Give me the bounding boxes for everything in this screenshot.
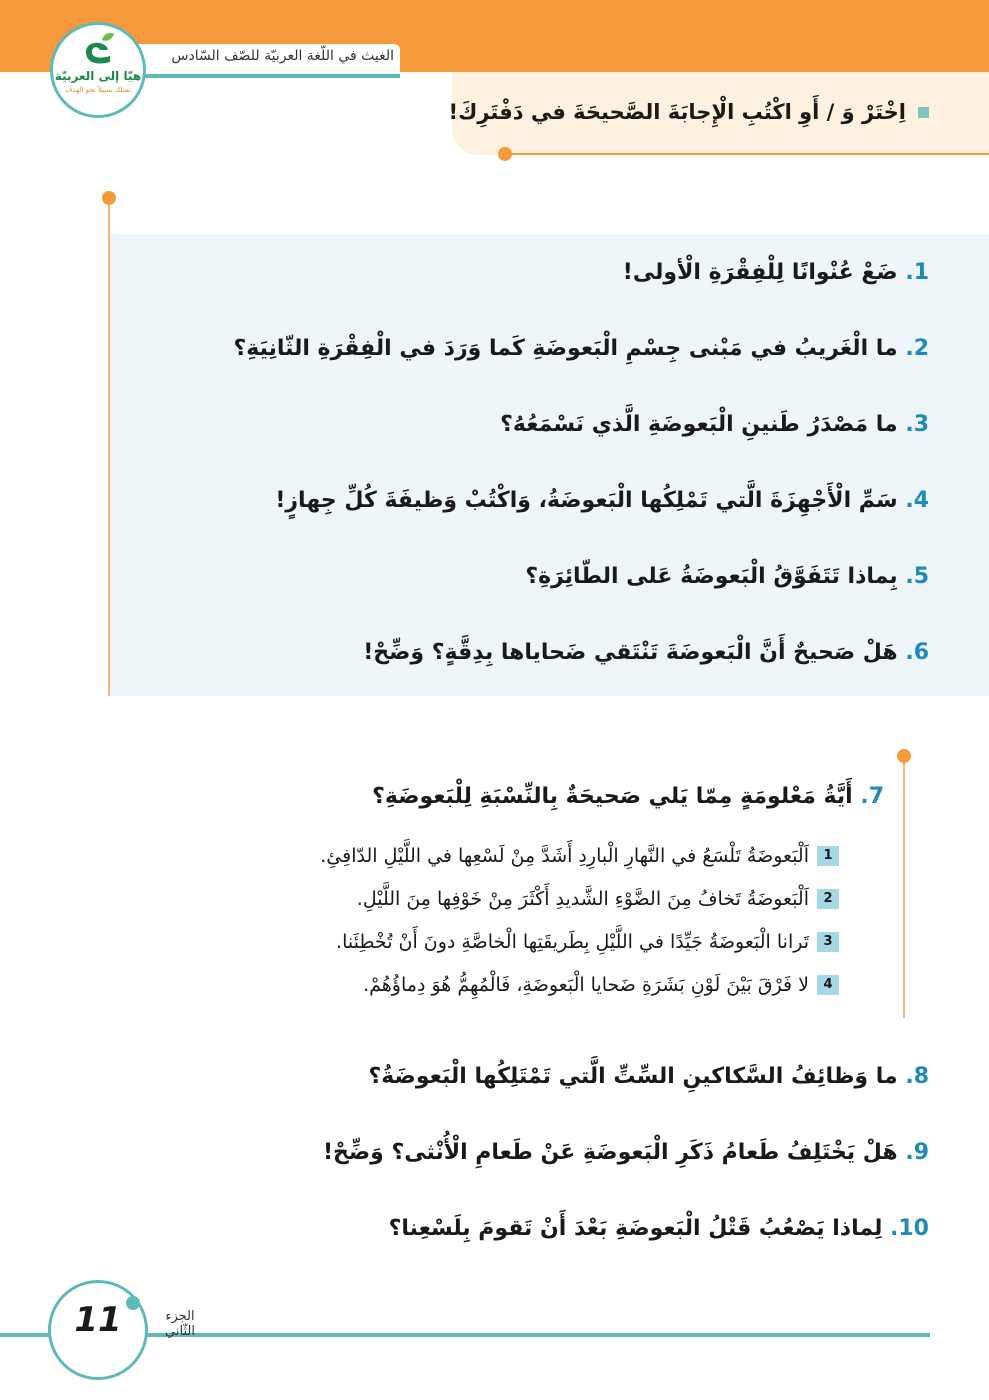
option-3[interactable] [336, 931, 839, 953]
question-2: 2. ما الْغَريبُ في مَبْنى جِسْمِ الْبَعوضَةِ كَما وَرَدَ في الْفِقْرَةِ الثّانِيَةِ؟ [233, 336, 929, 361]
panel-divider-line [108, 202, 110, 696]
page-dot [126, 1296, 140, 1310]
option-number: 4 [817, 975, 839, 995]
question-7: 7. أَيَّةُ مَعْلومَةٍ مِمّا يَلي صَحيحَةٌ بِالنِّسْبَةِ لِلْبَعوضَةِ؟ [372, 784, 884, 809]
option-text: تَرانا الْبَعوضَةُ جَيِّدًا في اللَّيْلِ بِطَريقَتِها الْخاصَّةِ دونَ أَنْ تُخْطِئَنا. [336, 931, 809, 953]
instruction-dot [498, 147, 512, 161]
question-9: 9. هَلْ يَخْتَلِفُ طَعامُ ذَكَرِ الْبَعوضَةِ عَنْ طَعامِ الْأُنْثى؟ وَضِّحْ! [322, 1140, 929, 1165]
option-text: اَلْبَعوضَةُ تَلْسَعُ في النَّهارِ الْبارِدِ أَشَدَّ مِنْ لَسْعِها في اللَّيْلِ الدّافِئِ. [320, 845, 809, 867]
option-number: 2 [817, 889, 839, 909]
panel-dot [102, 191, 116, 205]
instruction-text: اِخْتَرْ وَ / أَوِ اكْتُبِ الْإِجابَةَ الصَّحيحَةَ في دَفْتَرِكَ! [448, 100, 906, 124]
instruction [449, 100, 929, 124]
book-title: الغيث في اللّغة العربيّة للصّف السّادس [171, 48, 394, 64]
q7-dot [897, 749, 911, 763]
part-label: الجزء الثّاني [165, 1309, 195, 1339]
option-text: اَلْبَعوضَةُ تَخافُ مِنَ الضَّوْءِ الشَّديدِ أَكْثَرَ مِنْ خَوْفِها مِنَ اللَّيْلِ. [356, 888, 809, 910]
question-1: 1. ضَعْ عُنْوانًا لِلْفِقْرَةِ الْأولى! [622, 260, 929, 285]
question-4: 4. سَمِّ الْأَجْهِزَةَ الَّتي تَمْلِكُها الْبَعوضَةُ، وَاكْتُبْ وَظيفَةَ كُلِّ جِهازٍ! [275, 488, 929, 513]
option-1[interactable] [320, 845, 839, 867]
logo-leaf-icon [80, 30, 116, 70]
option-text: لا فَرْقَ بَيْنَ لَوْنِ بَشَرَةِ ضَحايا الْبَعوضَةِ، فَالْمُهِمُّ هُوَ دِماؤُهُمْ. [363, 974, 809, 996]
option-number: 1 [817, 846, 839, 866]
question-3: 3. ما مَصْدَرُ طَنينِ الْبَعوضَةِ الَّذي نَسْمَعُهُ؟ [500, 412, 929, 437]
instruction-underline [505, 153, 989, 155]
question-10: 10. لِماذا يَصْعُبُ قَتْلُ الْبَعوضَةِ بَعْدَ أَنْ تَقومَ بِلَسْعِنا؟ [388, 1216, 929, 1241]
page-number: 11 [74, 1300, 122, 1340]
logo-tagline: نسلك سبيلاً نحو الهدف [65, 86, 131, 94]
logo-name: هيّا إلى العربيّة [54, 69, 142, 83]
question-5: 5. بِماذا تَتَفَوَّقُ الْبَعوضَةُ عَلى الطّائِرَةِ؟ [525, 564, 929, 589]
option-4[interactable] [363, 974, 839, 996]
question-8: 8. ما وَظائِفُ السَّكاكينِ السِّتِّ الَّتي تَمْتَلِكُها الْبَعوضَةُ؟ [368, 1064, 929, 1089]
option-number: 3 [817, 932, 839, 952]
q7-divider-line [903, 762, 905, 1018]
option-2[interactable] [357, 888, 839, 910]
bullet-square-icon [918, 107, 929, 118]
question-6: 6. هَلْ صَحيحٌ أَنَّ الْبَعوضَةَ تَنْتَقي ضَحاياها بِدِقَّةٍ؟ وَضِّحْ! [363, 640, 929, 665]
questions-panel [109, 234, 989, 696]
